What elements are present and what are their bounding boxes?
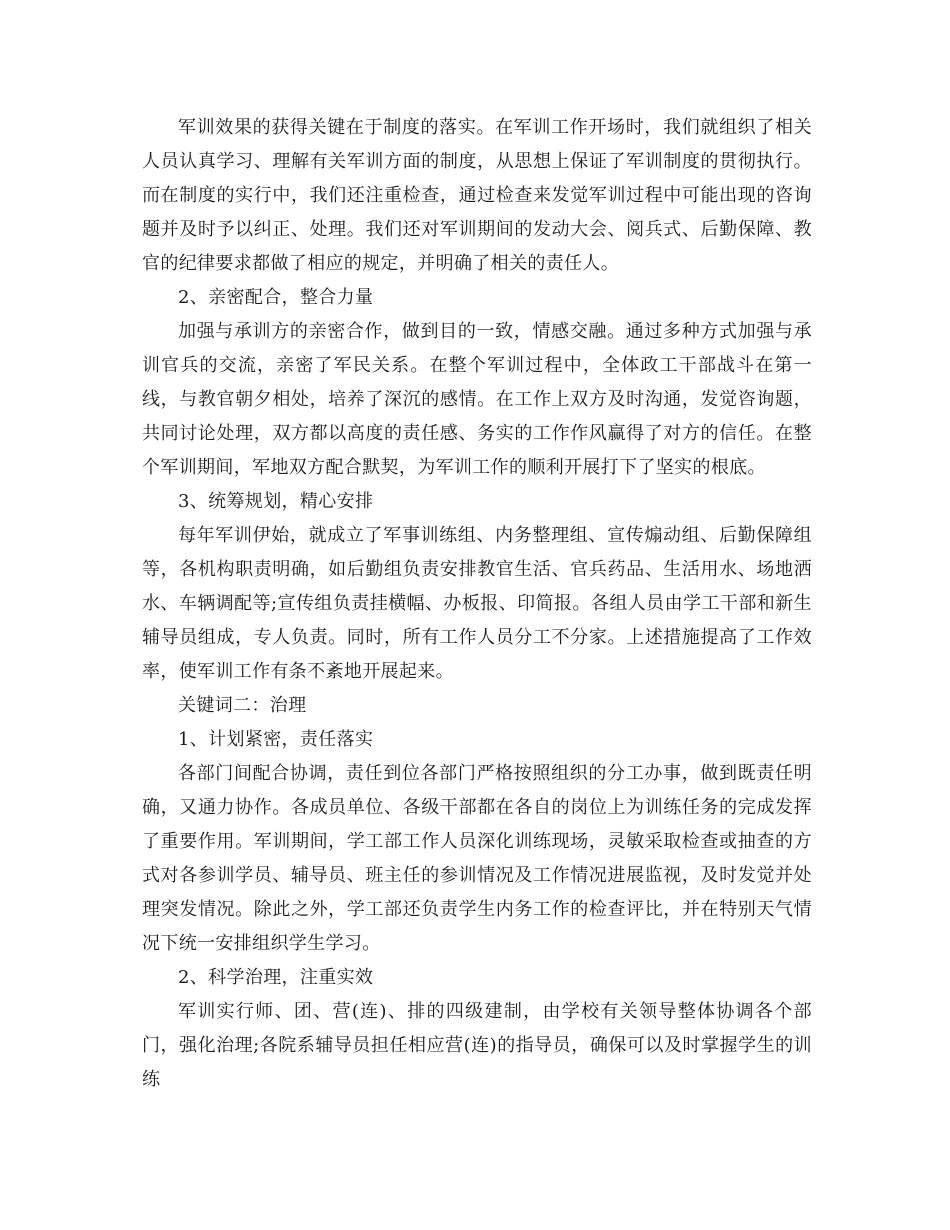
- heading-scientific-management: 2、科学治理，注重实效: [178, 967, 374, 988]
- paragraph-system-implementation: 军训效果的获得关键在于制度的落实。在军训工作开场时，我们就组织了相关人员认真学习、理解有关军训方面的制度，从思想上保证了军训制度的贯彻执行。而在制度的实行中，我们还注重检查，通过检查来发觉军训过程中可能出现的咨询题并及时予以纠正、处理。我们还对军训期间的发动大会、阅兵式、后勤保障、教官的纪律要求都做了相应的规定，并明确了相关的责任人。: [142, 117, 812, 274]
- heading-overall-planning: 3、统筹规划，精心安排: [178, 491, 374, 512]
- paragraph-scientific-management: 军训实行师、团、营(连)、排的四级建制，由学校有关领导整体协调各个部门，强化治理;各院系辅导员担任相应营(连)的指导员，确保可以及时掌握学生的训练: [142, 1001, 812, 1090]
- paragraph-overall-planning: 每年军训伊始，就成立了军事训练组、内务整理组、宣传煽动组、后勤保障组等，各机构职责明确，如后勤组负责安排教官生活、官兵药品、生活用水、场地洒水、车辆调配等;宣传组负责挂横幅、办板报、印简报。各组人员由学工干部和新生辅导员组成，专人负责。同时，所有工作人员分工不分家。上述措施提高了工作效率，使军训工作有条不紊地开展起来。: [142, 525, 812, 682]
- document-body: [142, 111, 812, 1097]
- paragraph-tight-planning: 各部门间配合协调，责任到位各部门严格按照组织的分工办事，做到既责任明确，又通力协作。各成员单位、各级干部都在各自的岗位上为训练任务的完成发挥了重要作用。军训期间，学工部工作人员深化训练现场，灵敏采取检查或抽查的方式对各参训学员、辅导员、班主任的参训情况及工作情况进展监视，及时发觉并处理突发情况。除此之外，学工部还负责学生内务工作的检查评比，并在特别天气情况下统一安排组织学生学习。: [142, 763, 812, 954]
- heading-tight-planning: 1、计划紧密，责任落实: [178, 729, 374, 750]
- heading-keyword-two: 关键词二：治理: [178, 695, 307, 716]
- paragraph-close-cooperation: 加强与承训方的亲密合作，做到目的一致，情感交融。通过多种方式加强与承训官兵的交流，亲密了军民关系。在整个军训过程中，全体政工干部战斗在第一线，与教官朝夕相处，培养了深沉的感情。在工作上双方及时沟通，发觉咨询题，共同讨论处理，双方都以高度的责任感、务实的工作作风赢得了对方的信任。在整个军训期间，军地双方配合默契，为军训工作的顺利开展打下了坚实的根底。: [142, 321, 812, 478]
- heading-close-cooperation: 2、亲密配合，整合力量: [178, 287, 374, 308]
